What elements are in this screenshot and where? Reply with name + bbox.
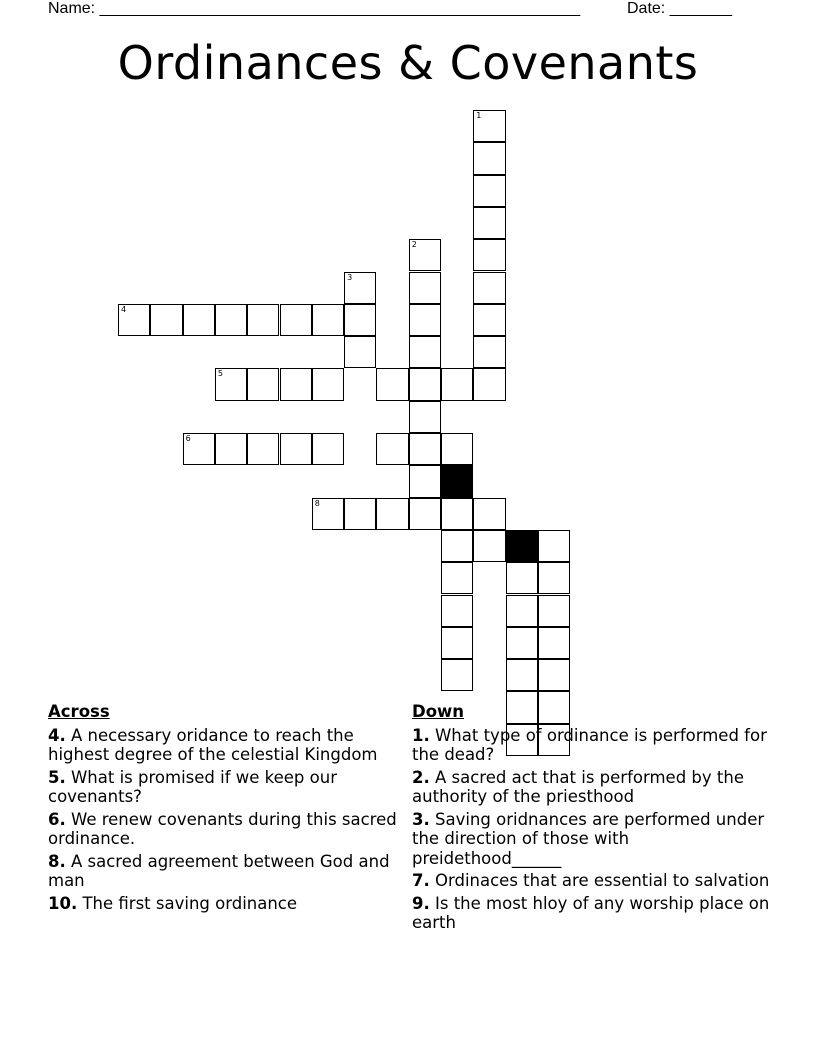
- grid-cell[interactable]: [441, 562, 473, 594]
- grid-cell[interactable]: [183, 433, 215, 465]
- down-clues: [412, 702, 772, 936]
- down-clue-list: [412, 726, 772, 933]
- grid-cell[interactable]: [312, 498, 344, 530]
- clue-number: 1.: [412, 725, 430, 745]
- grid-cell[interactable]: [506, 627, 538, 659]
- grid-cell[interactable]: [538, 595, 570, 627]
- black-cell: [506, 530, 538, 562]
- clue-number: 5.: [48, 767, 66, 787]
- grid-cell[interactable]: [247, 433, 279, 465]
- across-heading: Across: [48, 702, 110, 721]
- grid-cell[interactable]: [247, 368, 279, 400]
- grid-cell[interactable]: [247, 304, 279, 336]
- grid-cell[interactable]: [409, 272, 441, 304]
- grid-cell[interactable]: [473, 530, 505, 562]
- cell-number: 5: [217, 369, 223, 379]
- grid-cell[interactable]: [118, 304, 150, 336]
- down-clue: [412, 810, 772, 869]
- grid-cell[interactable]: [473, 336, 505, 368]
- cell-number: 1: [476, 111, 482, 120]
- grid-cell[interactable]: [473, 239, 505, 271]
- grid-cell[interactable]: [473, 498, 505, 530]
- grid-cell[interactable]: [441, 433, 473, 465]
- grid-cell[interactable]: [506, 595, 538, 627]
- clue-number: 2.: [412, 767, 430, 787]
- grid-cell[interactable]: [150, 304, 182, 336]
- black-cell: [441, 465, 473, 497]
- grid-cell[interactable]: [473, 272, 505, 304]
- down-clue: [412, 871, 772, 891]
- across-clue: [48, 810, 408, 849]
- date-field[interactable]: Date: _______: [627, 0, 732, 17]
- clue-text: Is the most hloy of any worship place on earth: [412, 893, 770, 932]
- grid-cell[interactable]: [473, 368, 505, 400]
- grid-cell[interactable]: [344, 272, 376, 304]
- grid-cell[interactable]: [409, 401, 441, 433]
- clue-text: Saving oridnances are performed under the direction of those with preidethood______: [412, 809, 765, 868]
- across-clue-list: [48, 726, 408, 914]
- grid-cell[interactable]: [506, 659, 538, 691]
- grid-cell[interactable]: [441, 530, 473, 562]
- grid-cell[interactable]: [183, 304, 215, 336]
- clue-number: 6.: [48, 809, 66, 829]
- clue-text: We renew covenants during this sacred ordinance.: [48, 809, 397, 848]
- grid-cell[interactable]: [376, 368, 408, 400]
- grid-cell[interactable]: [441, 368, 473, 400]
- grid-cell[interactable]: [441, 627, 473, 659]
- grid-cell[interactable]: [344, 498, 376, 530]
- grid-cell[interactable]: [215, 368, 247, 400]
- clue-number: 4.: [48, 725, 66, 745]
- grid-cell[interactable]: [473, 175, 505, 207]
- grid-cell[interactable]: [312, 368, 344, 400]
- puzzle-title: Ordinances & Covenants: [117, 36, 699, 90]
- grid-cell[interactable]: [344, 336, 376, 368]
- grid-cell[interactable]: [215, 304, 247, 336]
- grid-cell[interactable]: [409, 304, 441, 336]
- clue-number: 7.: [412, 871, 430, 890]
- grid-cell[interactable]: [280, 304, 312, 336]
- grid-cell[interactable]: [441, 659, 473, 691]
- grid-cell[interactable]: [376, 498, 408, 530]
- grid-cell[interactable]: [312, 304, 344, 336]
- across-clues: [48, 702, 408, 916]
- grid-cell[interactable]: [344, 304, 376, 336]
- grid-cell[interactable]: [409, 336, 441, 368]
- grid-cell[interactable]: [280, 433, 312, 465]
- across-clue: [48, 894, 408, 914]
- clue-text: A sacred agreement between God and man: [48, 851, 390, 890]
- grid-cell[interactable]: [473, 207, 505, 239]
- grid-cell[interactable]: [441, 498, 473, 530]
- clue-number: 3.: [412, 809, 430, 829]
- grid-cell[interactable]: [409, 239, 441, 271]
- clue-text: Ordinaces that are essential to salvation: [429, 871, 770, 890]
- name-field[interactable]: Name: ______________________________________________________: [48, 0, 581, 17]
- grid-cell[interactable]: [215, 433, 247, 465]
- grid-cell[interactable]: [280, 368, 312, 400]
- down-clue: [412, 768, 772, 807]
- clue-text: What type of ordinance is performed for the dead?: [412, 725, 767, 764]
- clue-text: What is promised if we keep our covenants?: [48, 767, 337, 806]
- grid-cell[interactable]: [538, 562, 570, 594]
- grid-cell[interactable]: [473, 110, 505, 142]
- cell-number: 3: [347, 272, 353, 282]
- grid-cell[interactable]: [506, 562, 538, 594]
- grid-cell[interactable]: [473, 304, 505, 336]
- grid-cell[interactable]: [409, 368, 441, 400]
- down-heading: Down: [412, 702, 465, 721]
- clue-number: 10.: [48, 893, 78, 913]
- across-clue: [48, 768, 408, 807]
- grid-cell[interactable]: [473, 142, 505, 174]
- grid-cell[interactable]: [376, 433, 408, 465]
- grid-cell[interactable]: [538, 659, 570, 691]
- clue-text: A necessary oridance to reach the highest degree of the celestial Kingdom: [48, 725, 378, 764]
- clue-number: 8.: [48, 851, 66, 871]
- across-clue: [48, 852, 408, 891]
- down-clue: [412, 726, 772, 765]
- cell-number: 8: [314, 498, 320, 508]
- grid-cell[interactable]: [538, 627, 570, 659]
- grid-cell[interactable]: [441, 595, 473, 627]
- down-clue: [412, 894, 772, 933]
- grid-cell[interactable]: [409, 465, 441, 497]
- cell-number: 6: [185, 434, 191, 443]
- grid-cell[interactable]: [409, 433, 441, 465]
- clue-number: 9.: [412, 893, 430, 913]
- clue-text: The first saving ordinance: [77, 893, 298, 913]
- grid-cell[interactable]: [409, 498, 441, 530]
- grid-cell[interactable]: [312, 433, 344, 465]
- grid-cell[interactable]: [538, 530, 570, 562]
- cell-number: 4: [121, 304, 127, 314]
- clue-text: A sacred act that is performed by the authority of the priesthood: [412, 767, 744, 806]
- across-clue: [48, 726, 408, 765]
- cell-number: 2: [411, 240, 417, 250]
